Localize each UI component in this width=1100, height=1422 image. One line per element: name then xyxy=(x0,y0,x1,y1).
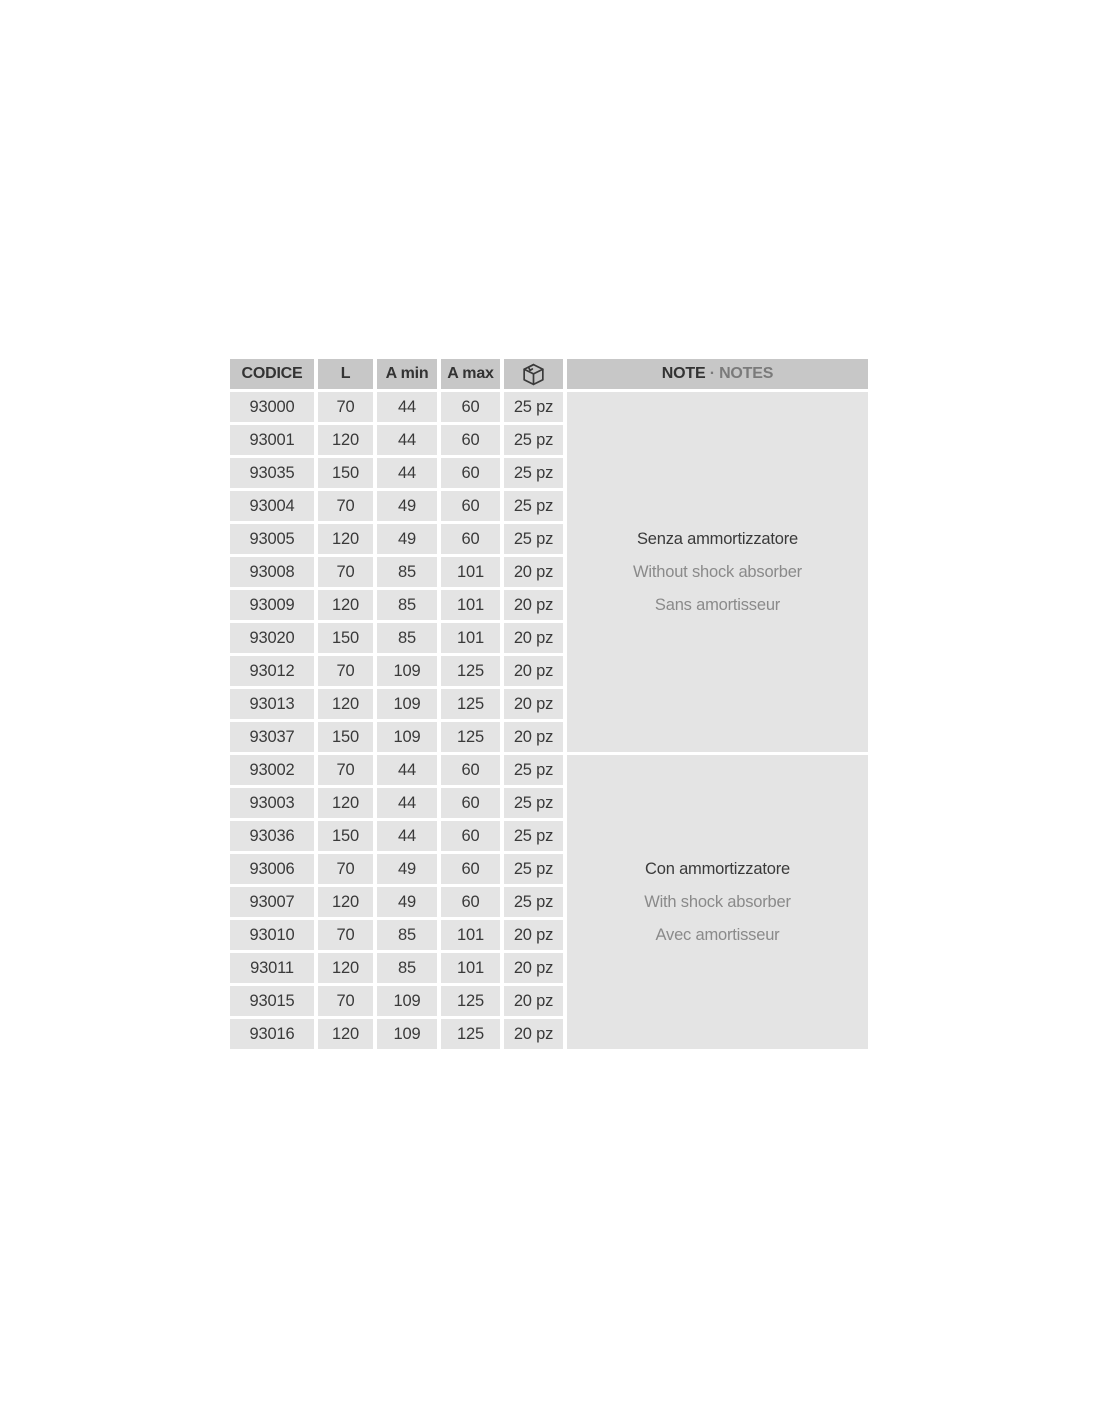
cell-pack: 20 pz xyxy=(504,689,563,719)
cell-pack: 25 pz xyxy=(504,854,563,884)
cell-codice: 93006 xyxy=(230,854,314,884)
cell-l: 120 xyxy=(318,953,373,983)
cell-a-min: 44 xyxy=(377,788,437,818)
cell-a-max: 60 xyxy=(441,755,500,785)
cell-l: 150 xyxy=(318,623,373,653)
header-length: L xyxy=(318,359,373,389)
cell-a-max: 101 xyxy=(441,590,500,620)
cell-a-max: 60 xyxy=(441,491,500,521)
cell-codice: 93000 xyxy=(230,392,314,422)
cell-pack: 20 pz xyxy=(504,623,563,653)
note-line-it: Senza ammortizzatore xyxy=(636,529,799,548)
cell-codice: 93003 xyxy=(230,788,314,818)
cell-codice: 93015 xyxy=(230,986,314,1016)
cell-a-min: 109 xyxy=(377,656,437,686)
cell-l: 150 xyxy=(318,458,373,488)
cell-l: 120 xyxy=(318,788,373,818)
cell-codice: 93008 xyxy=(230,557,314,587)
cell-a-min: 85 xyxy=(377,953,437,983)
cell-a-max: 60 xyxy=(441,458,500,488)
cell-pack: 20 pz xyxy=(504,920,563,950)
cell-codice: 93013 xyxy=(230,689,314,719)
cell-a-max: 125 xyxy=(441,1019,500,1049)
cell-pack: 20 pz xyxy=(504,722,563,752)
cell-a-max: 60 xyxy=(441,821,500,851)
cell-pack: 25 pz xyxy=(504,788,563,818)
cell-codice: 93005 xyxy=(230,524,314,554)
note-line-en: With shock absorber xyxy=(644,892,791,911)
table-body xyxy=(230,392,868,1049)
cell-a-min: 49 xyxy=(377,491,437,521)
cell-codice: 93016 xyxy=(230,1019,314,1049)
cell-l: 70 xyxy=(318,986,373,1016)
cell-a-max: 60 xyxy=(441,887,500,917)
note-cell xyxy=(567,392,868,752)
header-a-max: A max xyxy=(441,359,500,389)
cell-pack: 25 pz xyxy=(504,524,563,554)
cell-l: 70 xyxy=(318,755,373,785)
cell-l: 70 xyxy=(318,920,373,950)
cell-a-max: 101 xyxy=(441,557,500,587)
cell-a-min: 109 xyxy=(377,689,437,719)
cell-pack: 25 pz xyxy=(504,392,563,422)
cell-l: 150 xyxy=(318,722,373,752)
cell-a-min: 44 xyxy=(377,755,437,785)
header-note xyxy=(567,359,868,389)
cell-a-min: 49 xyxy=(377,854,437,884)
cell-l: 150 xyxy=(318,821,373,851)
header-a-min: A min xyxy=(377,359,437,389)
cell-pack: 25 pz xyxy=(504,458,563,488)
cell-codice: 93002 xyxy=(230,755,314,785)
cell-l: 120 xyxy=(318,1019,373,1049)
cell-a-min: 44 xyxy=(377,392,437,422)
cell-l: 120 xyxy=(318,590,373,620)
cell-l: 70 xyxy=(318,491,373,521)
note-line-fr: Avec amortisseur xyxy=(655,925,780,944)
cell-codice: 93011 xyxy=(230,953,314,983)
package-icon xyxy=(504,361,563,388)
cell-a-max: 125 xyxy=(441,986,500,1016)
cell-a-max: 125 xyxy=(441,656,500,686)
table-row xyxy=(230,755,868,785)
header-note-separator: · xyxy=(709,365,715,382)
cell-pack: 20 pz xyxy=(504,557,563,587)
cell-a-min: 44 xyxy=(377,821,437,851)
note-line-it: Con ammortizzatore xyxy=(645,859,790,878)
product-table xyxy=(226,356,872,1052)
cell-a-max: 60 xyxy=(441,425,500,455)
cell-a-max: 60 xyxy=(441,788,500,818)
header-codice: CODICE xyxy=(230,359,314,389)
cell-pack: 20 pz xyxy=(504,656,563,686)
cell-a-max: 60 xyxy=(441,854,500,884)
cell-codice: 93037 xyxy=(230,722,314,752)
cell-a-min: 85 xyxy=(377,623,437,653)
cell-codice: 93007 xyxy=(230,887,314,917)
cell-a-min: 49 xyxy=(377,887,437,917)
cell-pack: 25 pz xyxy=(504,425,563,455)
cell-a-max: 101 xyxy=(441,953,500,983)
cell-l: 70 xyxy=(318,392,373,422)
cell-a-max: 101 xyxy=(441,623,500,653)
cell-codice: 93001 xyxy=(230,425,314,455)
cell-a-min: 85 xyxy=(377,557,437,587)
table-row xyxy=(230,392,868,422)
cell-a-max: 60 xyxy=(441,524,500,554)
cell-a-min: 44 xyxy=(377,458,437,488)
cell-a-min: 85 xyxy=(377,590,437,620)
cell-l: 120 xyxy=(318,887,373,917)
table-header xyxy=(230,359,868,389)
cell-codice: 93004 xyxy=(230,491,314,521)
cell-a-max: 125 xyxy=(441,689,500,719)
cell-l: 70 xyxy=(318,854,373,884)
cell-codice: 93012 xyxy=(230,656,314,686)
cell-a-min: 44 xyxy=(377,425,437,455)
header-row xyxy=(230,359,868,389)
cell-a-min: 109 xyxy=(377,986,437,1016)
cell-l: 120 xyxy=(318,524,373,554)
cell-pack: 20 pz xyxy=(504,1019,563,1049)
cell-a-min: 85 xyxy=(377,920,437,950)
cell-l: 70 xyxy=(318,557,373,587)
note-line-fr: Sans amortisseur xyxy=(654,595,781,614)
header-note-en: NOTES xyxy=(719,365,774,382)
note-cell xyxy=(567,755,868,1049)
cell-pack: 25 pz xyxy=(504,821,563,851)
header-packaging xyxy=(504,359,563,389)
cell-pack: 25 pz xyxy=(504,887,563,917)
cell-l: 120 xyxy=(318,689,373,719)
cell-a-max: 125 xyxy=(441,722,500,752)
cell-l: 120 xyxy=(318,425,373,455)
cell-pack: 20 pz xyxy=(504,986,563,1016)
header-note-it: NOTE xyxy=(661,365,706,382)
cell-pack: 25 pz xyxy=(504,491,563,521)
cell-codice: 93020 xyxy=(230,623,314,653)
cell-a-min: 109 xyxy=(377,1019,437,1049)
cell-a-max: 101 xyxy=(441,920,500,950)
cell-a-min: 109 xyxy=(377,722,437,752)
cell-codice: 93010 xyxy=(230,920,314,950)
cell-pack: 20 pz xyxy=(504,590,563,620)
cell-codice: 93009 xyxy=(230,590,314,620)
cell-a-max: 60 xyxy=(441,392,500,422)
cell-pack: 25 pz xyxy=(504,755,563,785)
cell-l: 70 xyxy=(318,656,373,686)
cell-a-min: 49 xyxy=(377,524,437,554)
cell-codice: 93035 xyxy=(230,458,314,488)
cell-pack: 20 pz xyxy=(504,953,563,983)
cell-codice: 93036 xyxy=(230,821,314,851)
note-line-en: Without shock absorber xyxy=(633,562,802,581)
